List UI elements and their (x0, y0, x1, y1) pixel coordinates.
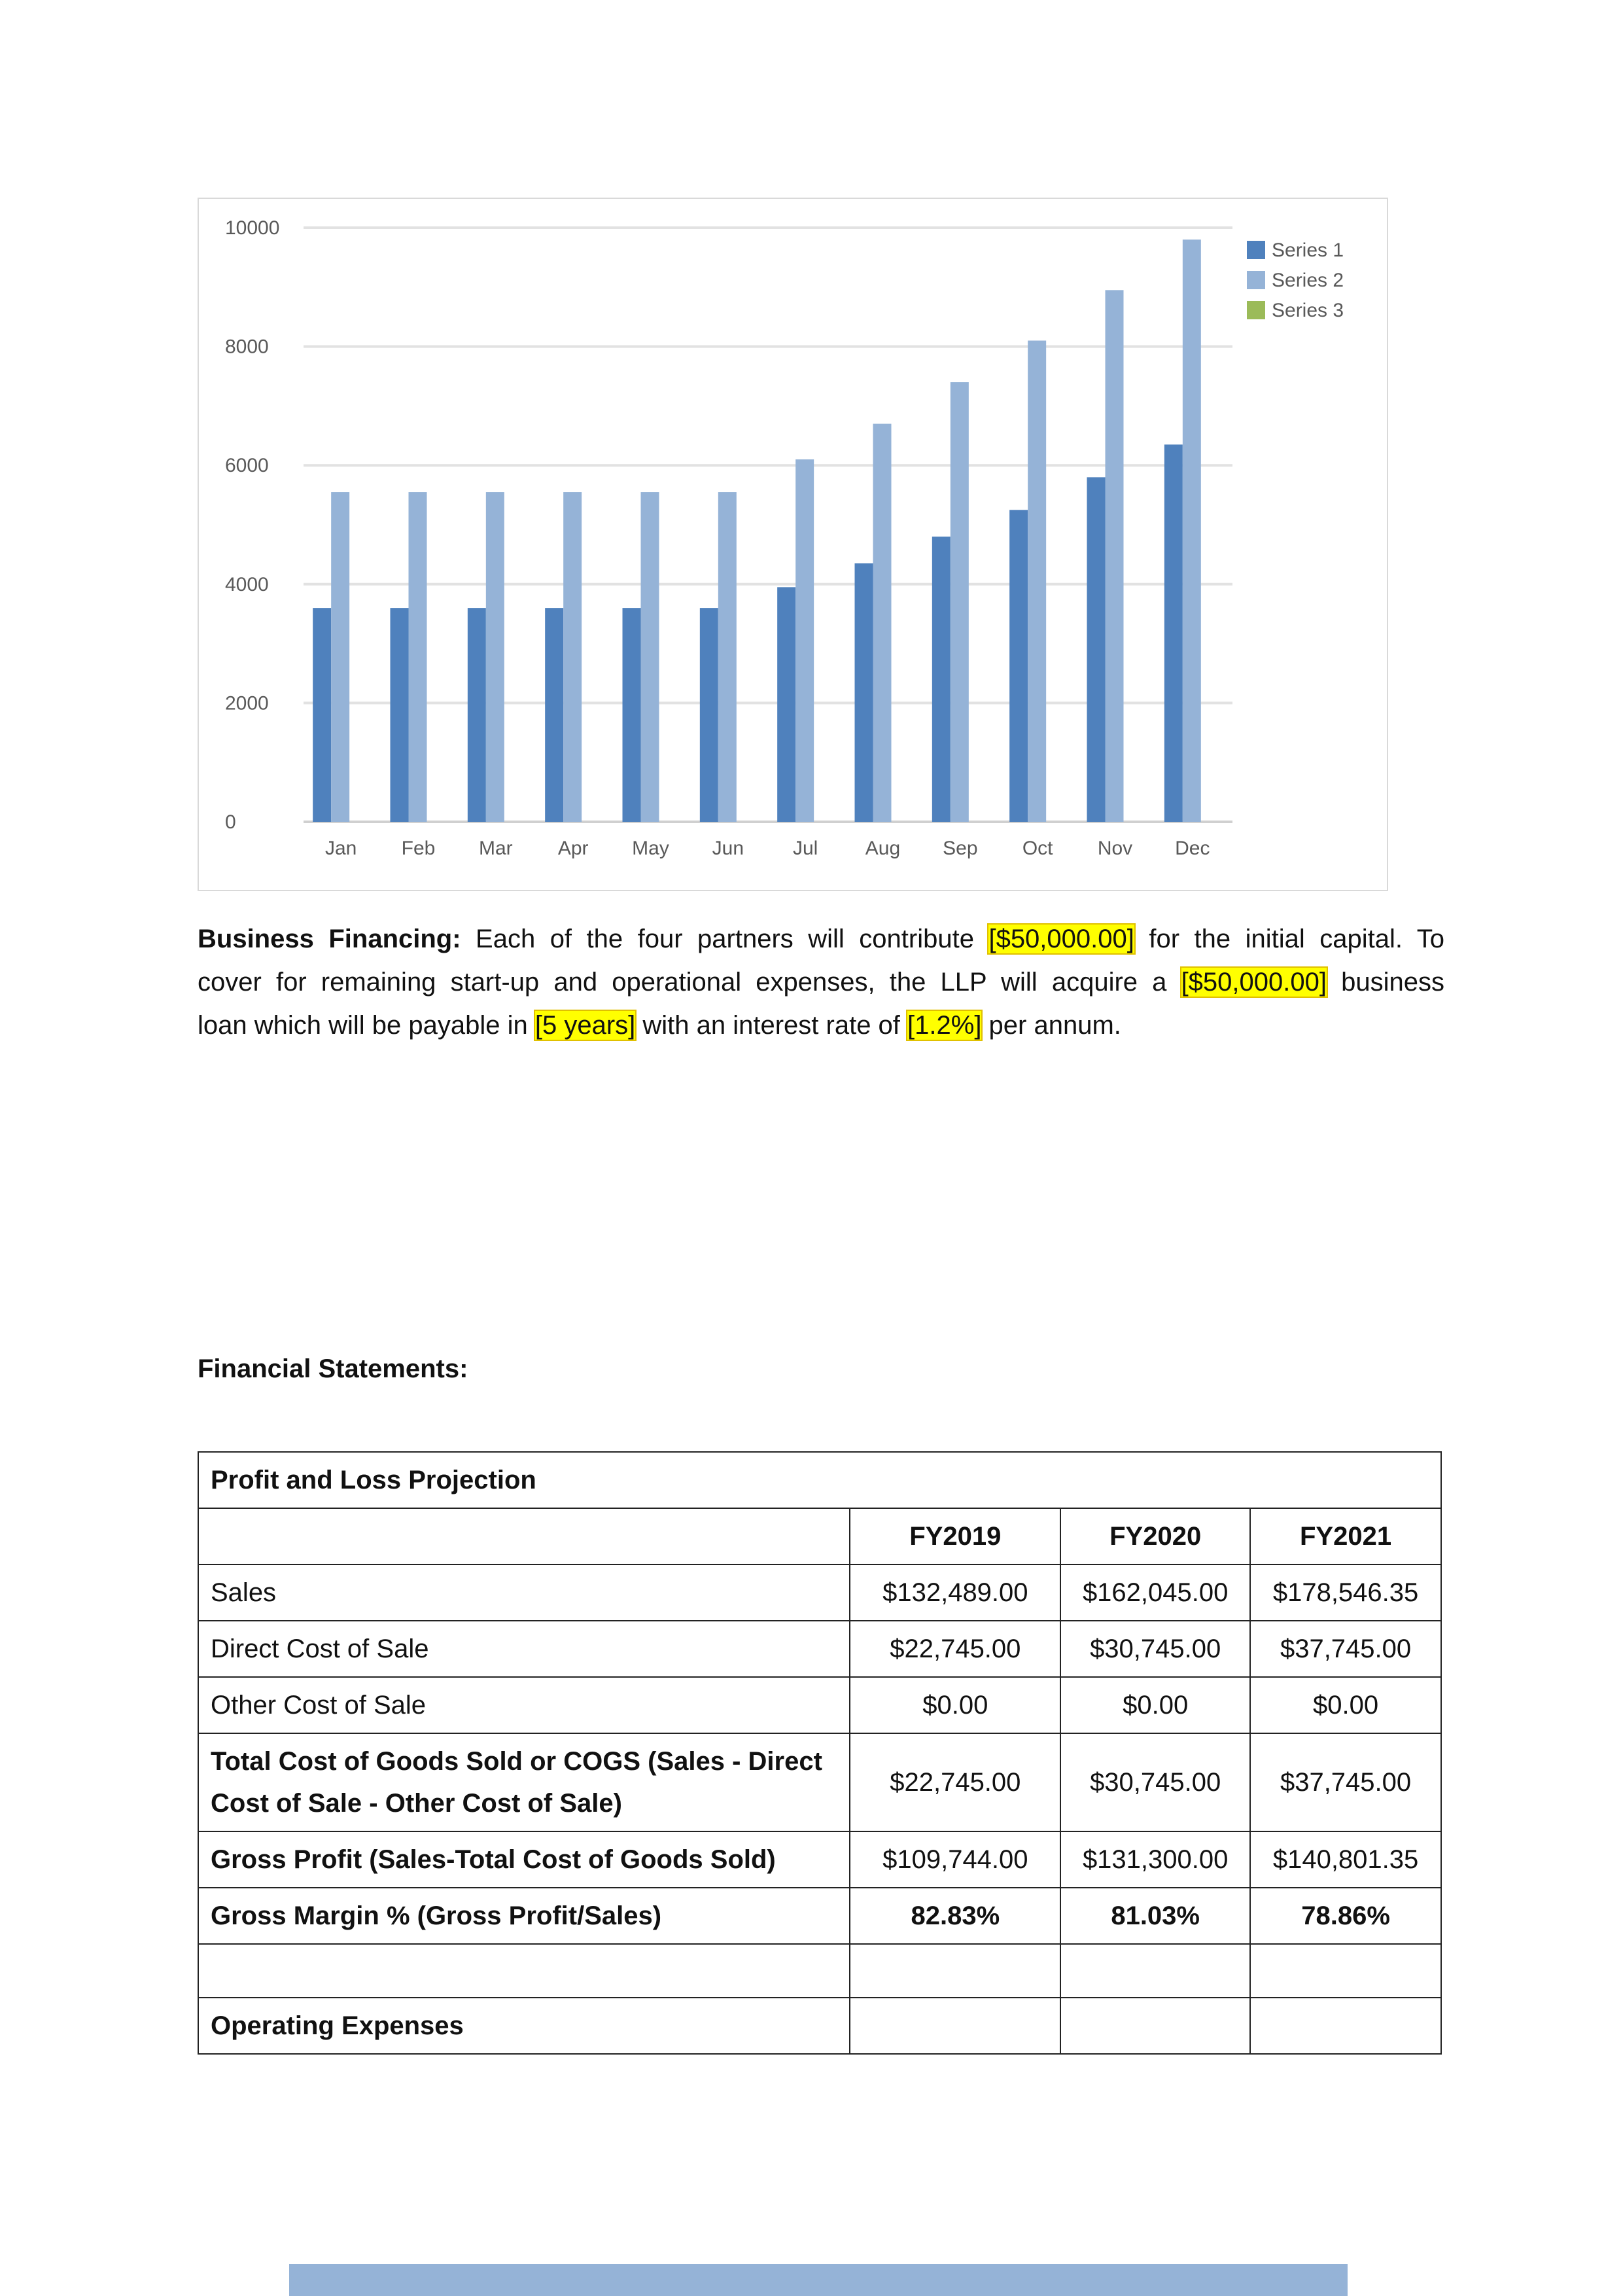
bar-series-1 (1087, 477, 1106, 822)
highlight-interest-rate: [1.2%] (907, 1011, 982, 1040)
financing-text: cover for remaining start-up and operational expenses, the LLP will acquire a (198, 968, 1181, 997)
x-tick-label: May (632, 838, 669, 859)
bar-series-2 (331, 492, 349, 822)
x-tick-label: Dec (1175, 838, 1210, 859)
bar-series-2 (409, 492, 427, 822)
row-label: Other Cost of Sale (198, 1677, 850, 1733)
value-cell: $30,745.00 (1060, 1733, 1250, 1831)
financing-text: business (1326, 968, 1445, 997)
y-tick-label: 2000 (225, 692, 269, 715)
bar-series-1 (468, 608, 486, 822)
value-cell: $0.00 (1250, 1677, 1441, 1733)
bar-series-2 (795, 459, 814, 822)
row-label: Gross Profit (Sales-Total Cost of Goods Sold) (198, 1831, 850, 1888)
value-cell: 78.86% (1250, 1888, 1441, 1944)
financial-statements-heading: Financial Statements: (198, 1354, 468, 1383)
x-tick-label: Nov (1097, 838, 1133, 859)
financing-text: for the initial capital. To (1134, 925, 1445, 953)
row-label: Operating Expenses (198, 1998, 850, 2054)
row-label: Sales (198, 1564, 850, 1621)
row-label: Direct Cost of Sale (198, 1621, 850, 1677)
financing-line-3 (198, 1004, 1444, 1047)
bar-series-1 (1009, 510, 1028, 822)
table-cell-empty (198, 1508, 850, 1564)
bar-series-2 (951, 382, 969, 822)
value-cell: $140,801.35 (1250, 1831, 1441, 1888)
x-tick-label: Jun (712, 838, 744, 859)
legend-label: Series 3 (1272, 300, 1344, 321)
bar-series-1 (855, 563, 873, 822)
table-cell-empty (1250, 1944, 1441, 1998)
chart-canvas (199, 199, 1389, 892)
value-cell: $37,745.00 (1250, 1733, 1441, 1831)
value-cell: $22,745.00 (850, 1621, 1060, 1677)
bar-series-1 (623, 608, 641, 822)
footer-bar (289, 2264, 1348, 2296)
legend-swatch (1247, 241, 1265, 259)
y-tick-label: 0 (225, 811, 236, 833)
bar-series-2 (1183, 239, 1201, 822)
table-title-row (198, 1452, 1441, 1508)
business-financing-paragraph (198, 917, 1444, 1047)
y-tick-label: 10000 (225, 217, 280, 239)
year-header: FY2021 (1250, 1508, 1441, 1564)
value-cell: $30,745.00 (1060, 1621, 1250, 1677)
y-tick-label: 4000 (225, 573, 269, 595)
value-cell: $162,045.00 (1060, 1564, 1250, 1621)
bar-series-1 (777, 587, 795, 822)
table-row (198, 1677, 1441, 1733)
table-cell-empty (850, 1944, 1060, 1998)
table-title: Profit and Loss Projection (198, 1452, 1441, 1508)
financing-text: loan which will be payable in (198, 1011, 535, 1040)
bar-series-2 (486, 492, 504, 822)
legend-swatch (1247, 301, 1265, 319)
x-tick-label: Mar (478, 838, 513, 859)
highlight-capital: [$50,000.00] (988, 925, 1134, 953)
year-header: FY2019 (850, 1508, 1060, 1564)
bar-series-2 (641, 492, 659, 822)
y-tick-label: 8000 (225, 336, 269, 358)
value-cell: $22,745.00 (850, 1733, 1060, 1831)
table-row-empty (198, 1944, 1441, 1998)
x-tick-label: Jul (792, 838, 818, 859)
bar-series-1 (700, 608, 718, 822)
value-cell: $178,546.35 (1250, 1564, 1441, 1621)
highlight-loan-term: [5 years] (534, 1011, 636, 1040)
legend-swatch (1247, 271, 1265, 289)
financing-line-1 (198, 917, 1444, 961)
bar-series-2 (1028, 341, 1046, 822)
bar-series-2 (563, 492, 582, 822)
x-tick-label: Aug (865, 838, 901, 859)
bar-series-1 (1164, 444, 1183, 822)
x-tick-label: Jan (324, 838, 357, 859)
table-cell-empty (1060, 1944, 1250, 1998)
profit-loss-table (198, 1451, 1442, 2055)
financing-text: Each of the four partners will contribute (461, 925, 989, 953)
table-cell-empty (1060, 1998, 1250, 2054)
bar-series-2 (1106, 290, 1124, 822)
table-row (198, 1998, 1441, 2054)
highlight-loan-amount: [$50,000.00] (1181, 968, 1327, 997)
bar-series-2 (718, 492, 737, 822)
row-label (198, 1733, 850, 1831)
value-cell: 81.03% (1060, 1888, 1250, 1944)
financing-text: with an interest rate of (635, 1011, 908, 1040)
table-row (198, 1831, 1441, 1888)
value-cell: $131,300.00 (1060, 1831, 1250, 1888)
x-tick-label: Apr (557, 838, 589, 859)
table-row (198, 1621, 1441, 1677)
financing-line-2 (198, 961, 1444, 1004)
bar-series-1 (313, 608, 331, 822)
row-label-line: Cost of Sale - Other Cost of Sale) (211, 1789, 622, 1818)
table-cell-empty (198, 1944, 850, 1998)
table-cell-empty (1250, 1998, 1441, 2054)
monthly-bar-chart (198, 198, 1388, 891)
table-header-row (198, 1508, 1441, 1564)
x-tick-label: Sep (943, 838, 978, 859)
value-cell: $109,744.00 (850, 1831, 1060, 1888)
bar-series-1 (391, 608, 409, 822)
financing-label: Business Financing: (198, 925, 461, 953)
value-cell: 82.83% (850, 1888, 1060, 1944)
year-header: FY2020 (1060, 1508, 1250, 1564)
value-cell: $0.00 (1060, 1677, 1250, 1733)
row-label-line: Total Cost of Goods Sold or COGS (Sales - Direct (211, 1747, 822, 1776)
table-row (198, 1564, 1441, 1621)
legend-label: Series 2 (1272, 270, 1344, 291)
table-row (198, 1733, 1441, 1831)
x-tick-label: Oct (1022, 838, 1053, 859)
value-cell: $132,489.00 (850, 1564, 1060, 1621)
x-tick-label: Feb (401, 838, 436, 859)
table-cell-empty (850, 1998, 1060, 2054)
bar-series-1 (932, 537, 951, 822)
y-tick-label: 6000 (225, 455, 269, 477)
bar-series-2 (873, 424, 892, 822)
financing-text: per annum. (981, 1011, 1121, 1040)
bar-series-1 (545, 608, 563, 822)
value-cell: $37,745.00 (1250, 1621, 1441, 1677)
row-label: Gross Margin % (Gross Profit/Sales) (198, 1888, 850, 1944)
legend-label: Series 1 (1272, 239, 1344, 261)
table-row (198, 1888, 1441, 1944)
value-cell: $0.00 (850, 1677, 1060, 1733)
